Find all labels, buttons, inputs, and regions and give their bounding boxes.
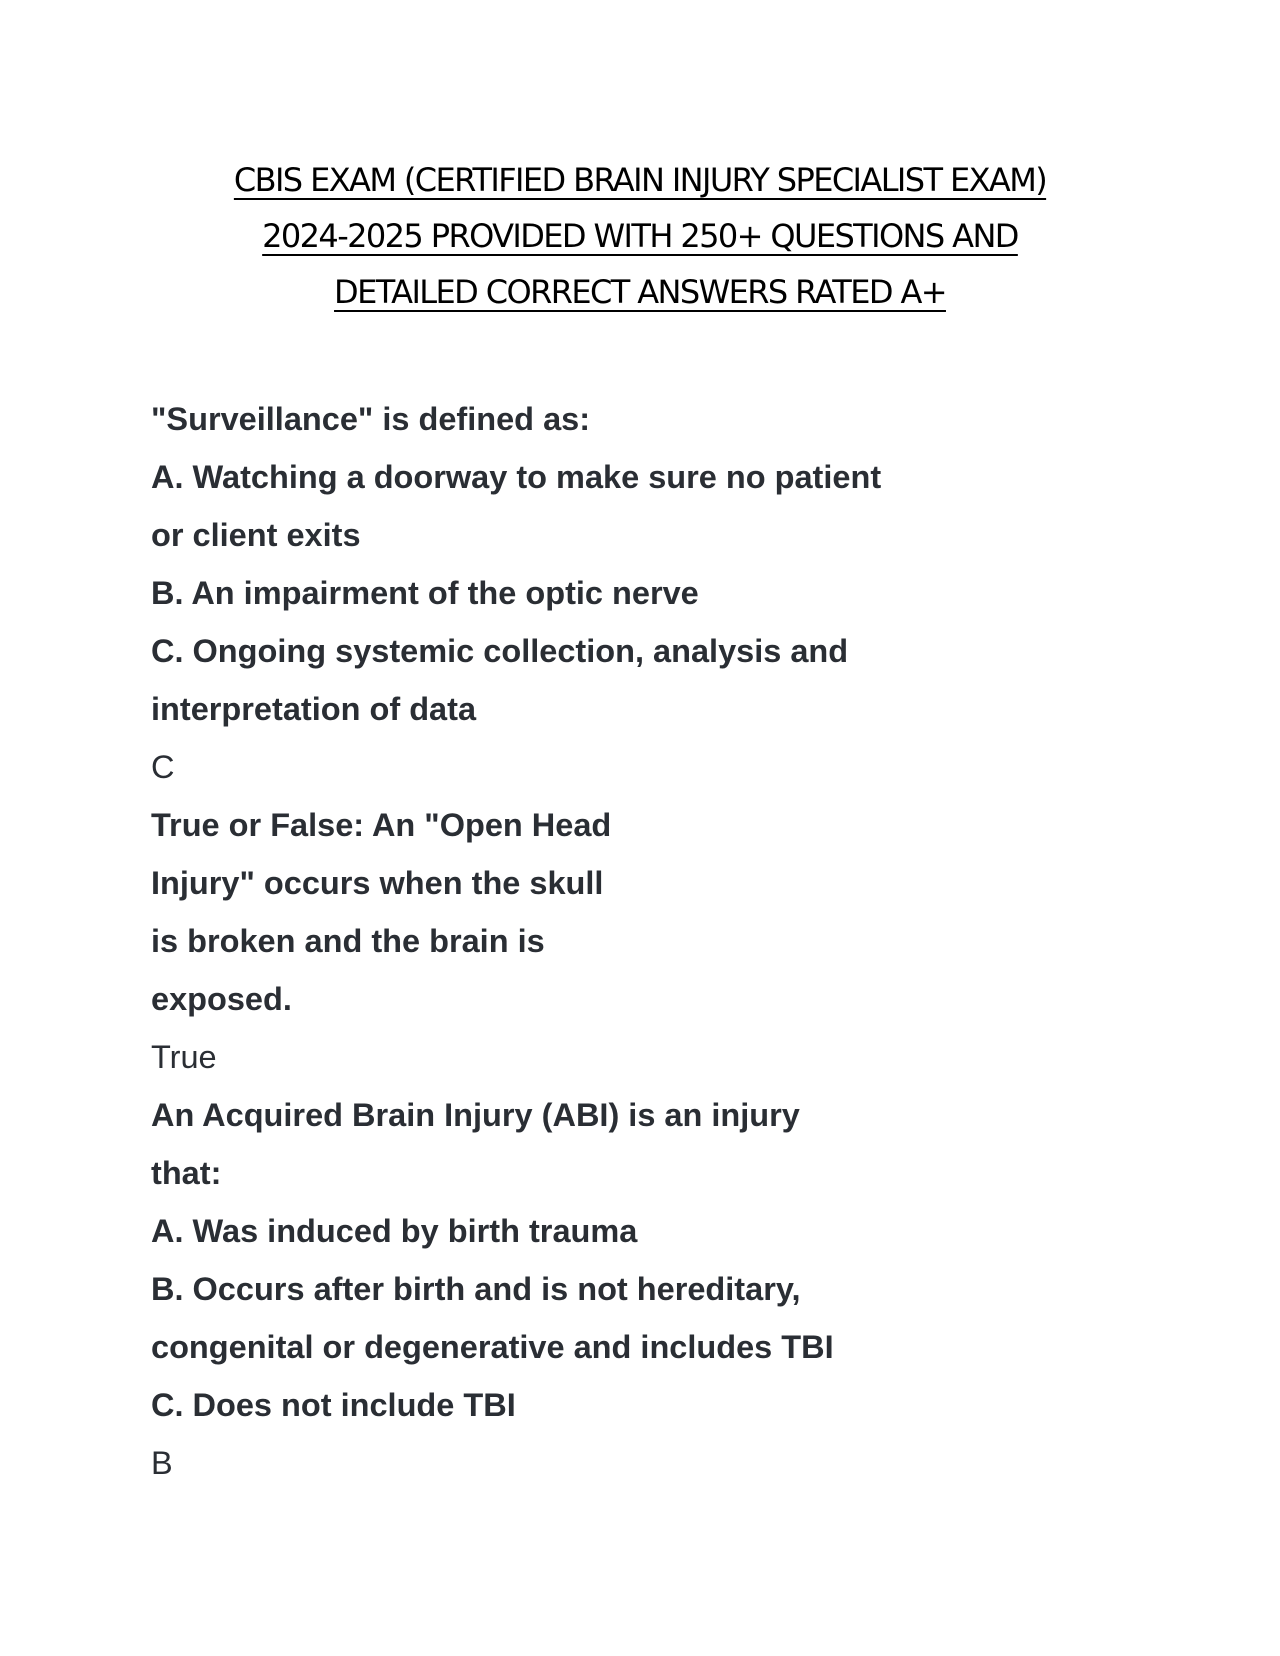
document-title — [0, 152, 1280, 320]
question-option: congenital or degenerative and includes TBI — [151, 1329, 834, 1365]
question-text: that: — [151, 1155, 222, 1191]
question-option: B. Occurs after birth and is not hereditary, — [151, 1271, 801, 1307]
question-option: or client exits — [151, 517, 361, 553]
question-item — [151, 390, 1151, 796]
answer-text: C — [151, 749, 175, 785]
question-item — [151, 796, 1151, 1086]
answer-text: True — [151, 1039, 217, 1075]
question-option: C. Ongoing systemic collection, analysis and — [151, 633, 849, 669]
question-list — [151, 390, 1151, 1492]
question-option: A. Was induced by birth trauma — [151, 1213, 638, 1249]
question-text: True or False: An "Open Head — [151, 807, 612, 843]
title-line: DETAILED CORRECT ANSWERS RATED A+ — [334, 273, 946, 311]
question-option: B. An impairment of the optic nerve — [151, 575, 699, 611]
answer-text: B — [151, 1445, 173, 1481]
question-text: is broken and the brain is — [151, 923, 545, 959]
question-text: "Surveillance" is defined as: — [151, 401, 591, 437]
question-option: A. Watching a doorway to make sure no patient — [151, 459, 882, 495]
title-line: 2024-2025 PROVIDED WITH 250+ QUESTIONS AND — [262, 217, 1018, 255]
title-line: CBIS EXAM (CERTIFIED BRAIN INJURY SPECIALIST EXAM) — [233, 161, 1047, 199]
question-text: Injury" occurs when the skull — [151, 865, 604, 901]
question-text: exposed. — [151, 981, 292, 1017]
question-option: C. Does not include TBI — [151, 1387, 516, 1423]
question-text: An Acquired Brain Injury (ABI) is an injury — [151, 1097, 800, 1133]
question-item — [151, 1086, 1151, 1492]
question-option: interpretation of data — [151, 691, 477, 727]
